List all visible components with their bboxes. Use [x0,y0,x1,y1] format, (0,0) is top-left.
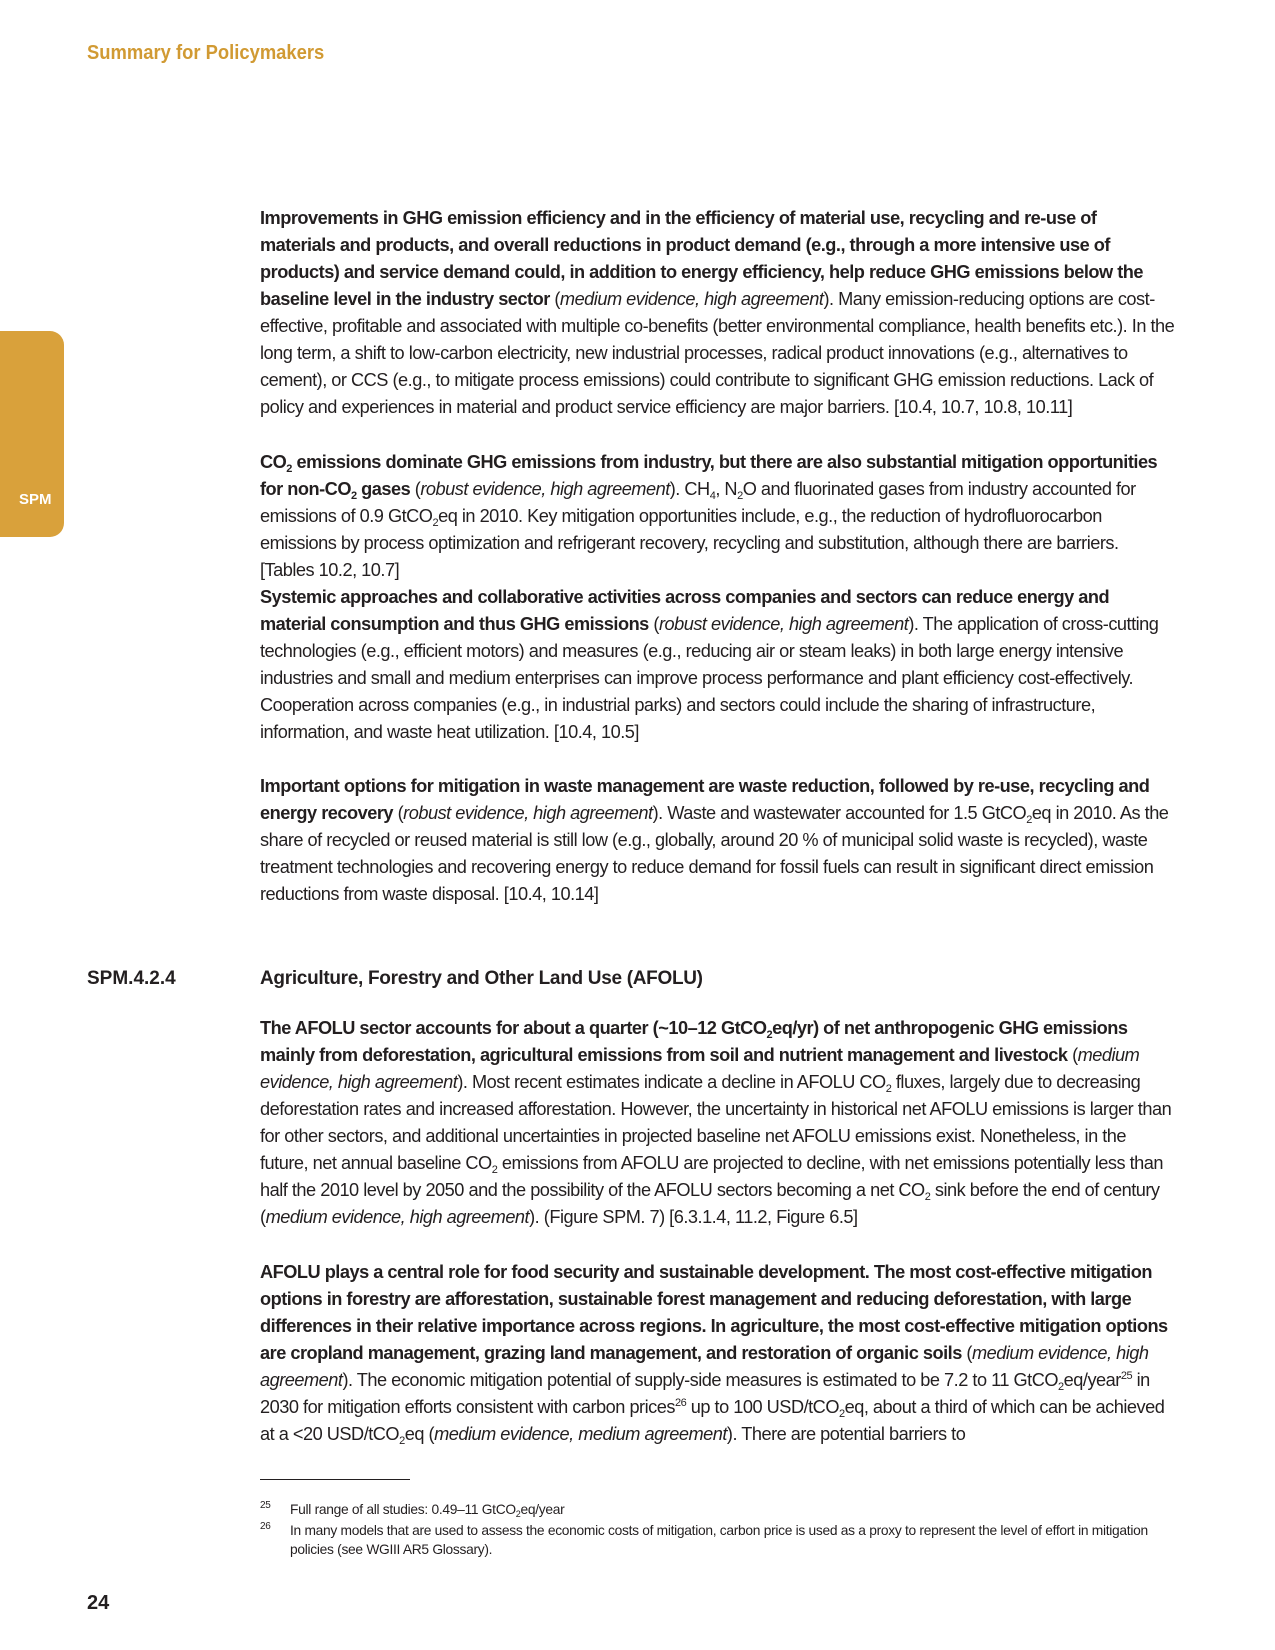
footnotes [260,1500,1175,1561]
footnote-25: 25 Full range of all studies: 0.49–11 GtCO$_2$eq/year [260,1500,565,1519]
paragraph-systemic-approaches: Systemic approaches and collaborative activities across companies and sectors can reduce energy and material consumption and thus GHG emissions (robust evidence, high agreement). The application of cross-cutting technologies (e.g., efficient motors) and measures (e.g., reducing air or steam leaks) in both large energy intensive industries and small and medium enterprises can improve process performance and plant efficiency cost-effectively. Cooperation across companies (e.g., in industrial parks) and sectors could include the sharing of infrastructure, information, and waste heat utilization. [10.4, 10.5] [260,587,1159,742]
page-number: 24 [87,1592,110,1614]
footnote-ref-26[interactable]: 26 [674,1397,687,1409]
section-number: SPM.4.2.4 [87,968,176,989]
running-header-title: Summary for Policymakers [87,42,325,64]
section-title: Agriculture, Forestry and Other Land Use (AFOLU) [260,968,703,989]
paragraph-industry-efficiency: Improvements in GHG emission efficiency and in the efficiency of material use, recycling and re-use of materials and products, and overall reductions in product demand (e.g., through a more intensive use of products) and service demand could, in addition to energy efficiency, help reduce GHG emissions below the baseline level in the industry sector (medium evidence, high agreement). Many emission-reducing options are cost-effective, profitable and associated with multiple co-benefits (better environmental compliance, health benefits etc.). In the long term, a shift to low-carbon electricity, new industrial processes, radical product innovations (e.g., alternatives to cement), or CCS (e.g., to mitigate process emissions) could contribute to significant GHG emission reductions. Lack of policy and experiences in material and product service efficiency are major barriers. [10.4, 10.7, 10.8, 10.11] [260,208,1175,417]
paragraph-waste-management: Important options for mitigation in waste management are waste reduction, followed by re-use, recycling and energy recovery (robust evidence, high agreement). Waste and wastewater accounted for 1.5 GtCO$_2$eq in 2010. As the share of recycled or reused material is still low (e.g., globally, around 20 % of municipal solid waste is recycled), waste treatment technologies and recovering energy to reduce demand for fossil fuels can result in significant direct emission reductions from waste disposal. [10.4, 10.14] [260,776,1169,904]
paragraph-afolu-emissions: The AFOLU sector accounts for about a quarter (~10–12 GtCO$_2$eq/yr) of net anthropogenic GHG emissions mainly from deforestation, agricultural emissions from soil and nutrient management and livestock (medium evidence, high agreement). Most recent estimates indicate a decline in AFOLU $CO_2$ fluxes, largely due to decreasing deforestation rates and increased afforestation. However, the uncertainty in historical net AFOLU emissions is larger than for other sectors, and additional uncertainties in projected baseline net AFOLU emissions exist. Nonetheless, in the future, net annual baseline $CO_2$ emissions from AFOLU are projected to decline, with net emissions potentially less than half the 2010 level by 2050 and the possibility of the AFOLU sectors becoming a net $CO_2$ sink before the end of century (medium evidence, high agreement). (Figure SPM. 7) [6.3.1.4, 11.2, Figure 6.5] [260,1018,1172,1227]
side-tab-label: SPM [19,491,52,508]
spm-side-tab [0,331,64,537]
paragraph-afolu-food-security: AFOLU plays a central role for food security and sustainable development. The most cost-effective mitigation options in forestry are afforestation, sustainable forest management and reducing deforestation, with large differences in their relative importance across regions. In agriculture, the most cost-effective mitigation options are cropland management, grazing land management, and restoration of organic soils (medium evidence, high agreement). The economic mitigation potential of supply-side measures is estimated to be 7.2 to 11 GtCO$_2$eq/year$^{25}$ in 2030 for mitigation efforts consistent with carbon prices$^{26}$ up to 100 USD/tCO$_2$eq, about a third of which can be achieved at a <20 USD/tCO$_2$eq (medium evidence, medium agreement). There are potential barriers to [260,1262,1168,1447]
footnote-26: 26 In many models that are used to assess the economic costs of mitigation, carbon price is used as a proxy to represent the level of effort in mitigation policies (see WGIII AR5 Glossary). [260,1521,1148,1557]
paragraph-co2-industry: $CO_2$ emissions dominate GHG emissions from industry, but there are also substantial mitigation opportunities for non-$CO_2$ gases (robust evidence, high agreement). $CH_4$, $N_2O$ and fluorinated gases from industry accounted for emissions of 0.9 GtCO$_2$eq in 2010. Key mitigation opportunities include, e.g., the reduction of hydrofluorocarbon emissions by process optimization and refrigerant recovery, recycling and substitution, although there are barriers. [Tables 10.2, 10.7] [260,452,1158,580]
footnote-ref-25[interactable]: 25 [1120,1370,1133,1382]
footnote-divider [260,1479,410,1480]
